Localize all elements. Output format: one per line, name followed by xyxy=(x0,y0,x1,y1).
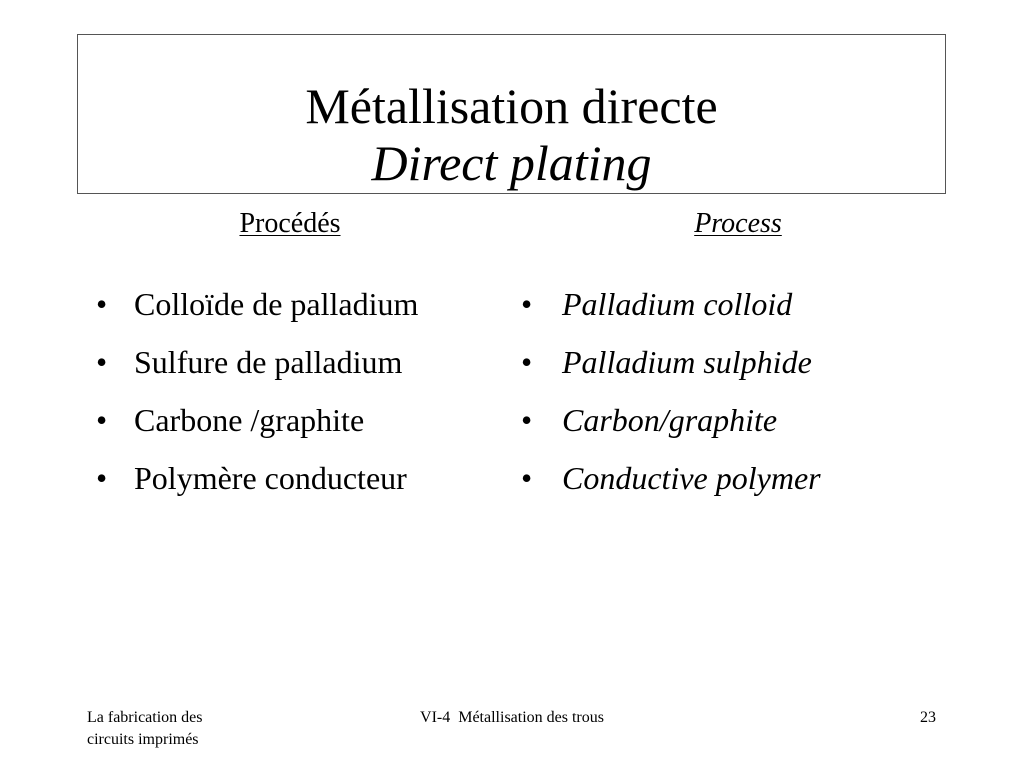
footer-course-title-line1: La fabrication des xyxy=(87,709,203,726)
list-item-text: Carbon/graphite xyxy=(562,402,778,438)
list-item-text: Colloïde de palladium xyxy=(134,286,419,322)
bullet-icon: • xyxy=(96,402,108,438)
bullet-icon: • xyxy=(521,402,533,438)
list-item-text: Sulfure de palladium xyxy=(134,344,403,380)
bullet-list-english xyxy=(521,286,941,518)
list-item-text: Polymère conducteur xyxy=(134,460,407,496)
bullet-icon: • xyxy=(96,344,108,380)
list-item-text: Carbone /graphite xyxy=(134,402,365,438)
list-item xyxy=(521,286,941,344)
column-header-french: Procédés xyxy=(239,208,341,239)
column-header-english: Process xyxy=(694,208,782,239)
list-item xyxy=(96,286,506,344)
list-item xyxy=(96,460,506,518)
footer-course-title xyxy=(87,707,267,751)
list-item xyxy=(521,344,941,402)
slide-title-french: Métallisation directe xyxy=(305,78,718,134)
list-item xyxy=(96,402,506,460)
footer-course-title-line2: circuits imprimés xyxy=(87,731,199,748)
slide-title-english: Direct plating xyxy=(371,135,652,191)
bullet-icon: • xyxy=(521,460,533,496)
page-number: 23 xyxy=(920,709,936,726)
list-item-text: Conductive polymer xyxy=(562,460,821,496)
slide-title-box xyxy=(77,34,946,194)
list-item xyxy=(521,402,941,460)
bullet-icon: • xyxy=(521,286,533,322)
list-item xyxy=(96,344,506,402)
bullet-icon: • xyxy=(96,460,108,496)
bullet-icon: • xyxy=(96,286,108,322)
list-item xyxy=(521,460,941,518)
list-item-text: Palladium sulphide xyxy=(562,344,812,380)
footer-section-title: VI-4 Métallisation des trous xyxy=(420,709,604,726)
list-item-text: Palladium colloid xyxy=(562,286,793,322)
bullet-list-french xyxy=(96,286,506,518)
bullet-icon: • xyxy=(521,344,533,380)
